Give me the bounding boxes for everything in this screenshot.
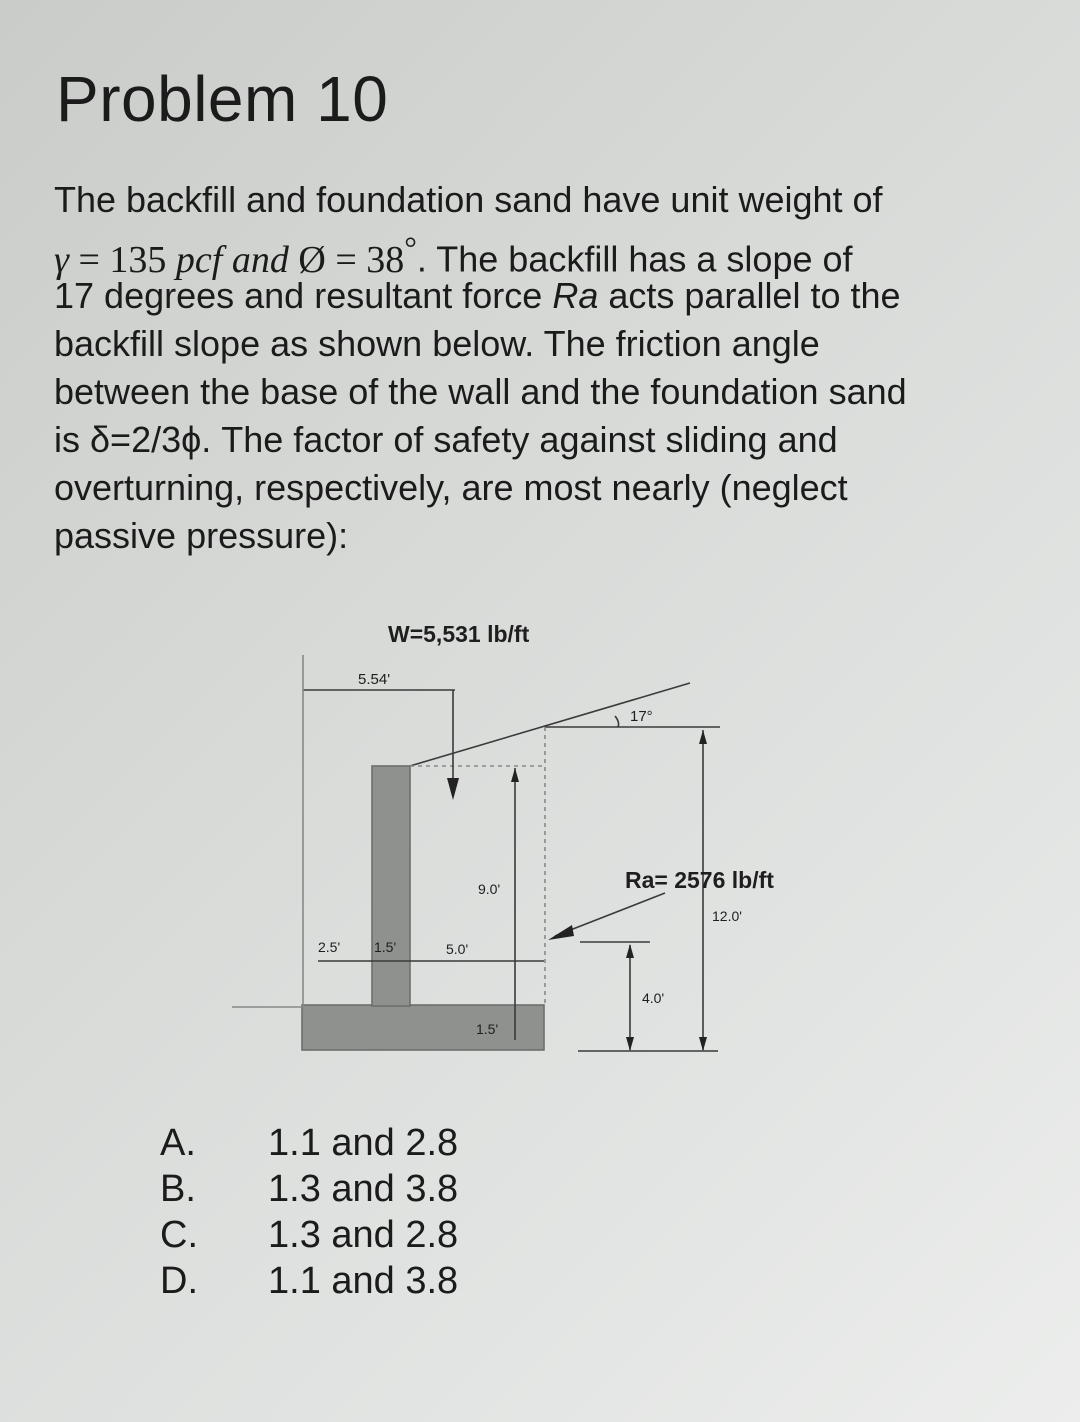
total-height-label: 12.0': [712, 908, 742, 924]
ra-label: Ra= 2576 lb/ft: [625, 867, 774, 893]
statement-line-1: The backfill and foundation sand have unit weight of: [54, 179, 883, 220]
slope-angle-arc: [615, 716, 619, 727]
problem-title: Problem 10: [56, 63, 389, 135]
choice-letter: A.: [160, 1122, 196, 1164]
statement-line-2-text: . The backfill has a slope of: [416, 238, 853, 280]
toe-label: 2.5': [318, 939, 341, 955]
choice-letter: D.: [160, 1260, 198, 1302]
force-arm-arrow-bottom: [626, 1037, 634, 1051]
gamma-symbol: γ: [54, 238, 69, 281]
choice-c[interactable]: [160, 1212, 458, 1258]
statement-line-4: backfill slope as shown below. The friction angle: [54, 323, 820, 364]
statement-line-8: passive pressure):: [54, 515, 349, 556]
weight-arm-label: 5.54': [358, 671, 391, 688]
weight-arrowhead: [447, 778, 459, 800]
retaining-wall-diagram: [0, 600, 1080, 1080]
statement-line-3: [54, 272, 1004, 320]
pcf-unit: pcf: [175, 238, 223, 281]
stem-height-label: 9.0': [478, 881, 501, 897]
wall-footing: [302, 1005, 544, 1050]
heel-label: 5.0': [446, 941, 469, 957]
statement-line-3b: acts parallel to the: [598, 275, 901, 316]
statement-line-2: [54, 224, 1004, 281]
choice-letter: C.: [160, 1214, 198, 1256]
equals-135: = 135: [68, 238, 176, 281]
choice-b[interactable]: [160, 1166, 458, 1212]
force-arm-label: 4.0': [642, 990, 665, 1006]
force-arm-arrow-top: [626, 944, 634, 958]
equals-38: = 38: [325, 238, 405, 281]
stem-height-arrow-top: [511, 768, 519, 782]
choice-text: 1.3 and 2.8: [268, 1214, 459, 1256]
stem-width-label: 1.5': [374, 939, 397, 955]
choice-text: 1.3 and 3.8: [268, 1168, 459, 1210]
weight-label: W=5,531 lb/ft: [388, 621, 530, 647]
answer-choices: [160, 1120, 458, 1304]
degree-sign: °: [404, 230, 417, 265]
ra-arrowhead: [548, 925, 574, 940]
ra-symbol: Ra: [552, 275, 599, 316]
base-thickness-label: 1.5': [476, 1021, 499, 1037]
total-height-arrow-bottom: [699, 1037, 707, 1051]
statement-line-5: between the base of the wall and the foundation sand: [54, 371, 907, 412]
and-word: and: [222, 238, 299, 281]
choice-letter: B.: [160, 1168, 196, 1210]
phi-symbol: Ø: [298, 238, 326, 281]
slope-angle-label: 17°: [630, 708, 653, 725]
statement-line-7: overturning, respectively, are most nearly (neglect: [54, 467, 848, 508]
wall-stem: [372, 766, 410, 1006]
choice-a[interactable]: [160, 1120, 458, 1166]
choice-text: 1.1 and 3.8: [268, 1260, 459, 1302]
problem-statement: [54, 176, 1004, 560]
choice-text: 1.1 and 2.8: [268, 1122, 459, 1164]
statement-line-3a: 17 degrees and resultant force: [54, 275, 553, 316]
total-height-arrow-top: [699, 730, 707, 744]
statement-line-6: is δ=2/3ϕ. The factor of safety against sliding and: [54, 419, 838, 460]
choice-d[interactable]: [160, 1258, 458, 1304]
